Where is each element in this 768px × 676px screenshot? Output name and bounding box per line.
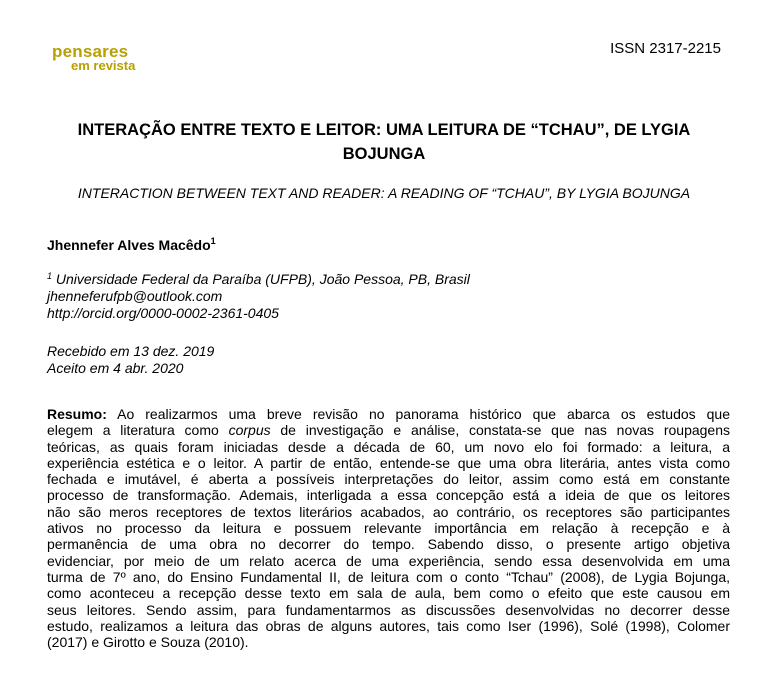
abstract-line-7: não são meros receptores de textos literários acabados, ao contrário, os receptores são participantes: [47, 503, 730, 520]
author-orcid-link[interactable]: http://orcid.org/0000-0002-2361-0405: [47, 305, 279, 321]
article-title-line2: BOJUNGA: [342, 145, 426, 163]
article-title-line1: INTERAÇÃO ENTRE TEXTO E LEITOR: UMA LEITURA DE “TCHAU”, DE LYGIA: [77, 121, 691, 139]
abstract-line-11: turma de 7º ano, do Ensino Fundamental II, de leitura com o conto “Tchau” (2008), de Lygia Bojunga,: [47, 568, 730, 585]
abstract-line-12: como aconteceu a recepção desse texto em sala de aula, bem como o efeito que este causou em: [47, 585, 730, 602]
article-title: [40, 118, 728, 166]
logo-word-pensares: pensares: [52, 42, 129, 61]
affiliation-marker: 1: [47, 271, 53, 281]
journal-logo: [52, 43, 162, 77]
abstract-line-4: experiência estética e o leitor. A partir de então, entende-se que uma obra literária, antes vista como: [47, 454, 730, 471]
author-affiliation-marker: 1: [210, 236, 216, 246]
abstract-line-1-text: Ao realizarmos uma breve revisão no panorama histórico que abarca os estudos que: [106, 406, 730, 422]
logo-word-em-revista: em revista: [71, 58, 136, 73]
abstract-line-9: permanência de uma obra no decorrer do tempo. Sabendo disso, o presente artigo objetiva: [47, 536, 730, 553]
article-subtitle-english: INTERACTION BETWEEN TEXT AND READER: A READING OF “TCHAU”, BY LYGIA BOJUNGA: [77, 185, 691, 201]
abstract-line-15: (2017) e Girotto e Souza (2010).: [47, 634, 249, 651]
abstract-line-14: estudo, realizamos a leitura das obras de alguns autores, tais como Iser (1996), Solé (1998), Colomer: [47, 617, 730, 634]
affiliation-institution-text: Universidade Federal da Paraíba (UFPB), João Pessoa, PB, Brasil: [52, 271, 470, 287]
abstract-line-10: evidenciar, por meio de um relato acerca de uma experiência, sendo essa desenvolvida em uma: [47, 552, 730, 569]
abstract-line-2-rest: de investigação e análise, constata-se que nas novas roupagens: [270, 422, 730, 439]
abstract-line-2: [47, 422, 730, 438]
abstract-line-13: seus leitores. Sendo assim, para fundamentarmos as discussões desenvolvidas no decorrer desse: [47, 601, 730, 618]
affiliation-institution: [47, 271, 470, 288]
issn-number: ISSN 2317-2215: [610, 40, 721, 57]
abstract-line-2-start: elegem a literatura como: [47, 422, 229, 439]
abstract-line-8: ativos no processo da leitura e possuem relevante importância em relação à recepção e à: [47, 520, 730, 537]
abstract-section: [47, 406, 730, 650]
abstract-label: Resumo:: [47, 406, 107, 422]
abstract-line-1: [47, 406, 730, 422]
author-name-text: Jhennefer Alves Macêdo: [47, 237, 211, 253]
accepted-date: Aceito em 4 abr. 2020: [47, 360, 184, 376]
author-affiliation-block: [47, 271, 470, 322]
submission-dates: [47, 343, 214, 377]
abstract-line-5: fechada e imutável, é aberta a possíveis interpretações do leitor, assim como está em constante: [47, 471, 730, 488]
received-date: Recebido em 13 dez. 2019: [47, 343, 215, 359]
author-email-link[interactable]: jhenneferufpb@outlook.com: [47, 288, 223, 304]
abstract-line-6: processo de transformação. Ademais, interligada a essa concepção está a ideia de que os leitores: [47, 487, 730, 504]
abstract-corpus-word: corpus: [228, 422, 271, 439]
author-name: [47, 236, 216, 254]
abstract-line-3: teóricas, as quais foram iniciadas desde a década de 60, um novo elo foi formado: a leitura, a: [47, 438, 730, 455]
